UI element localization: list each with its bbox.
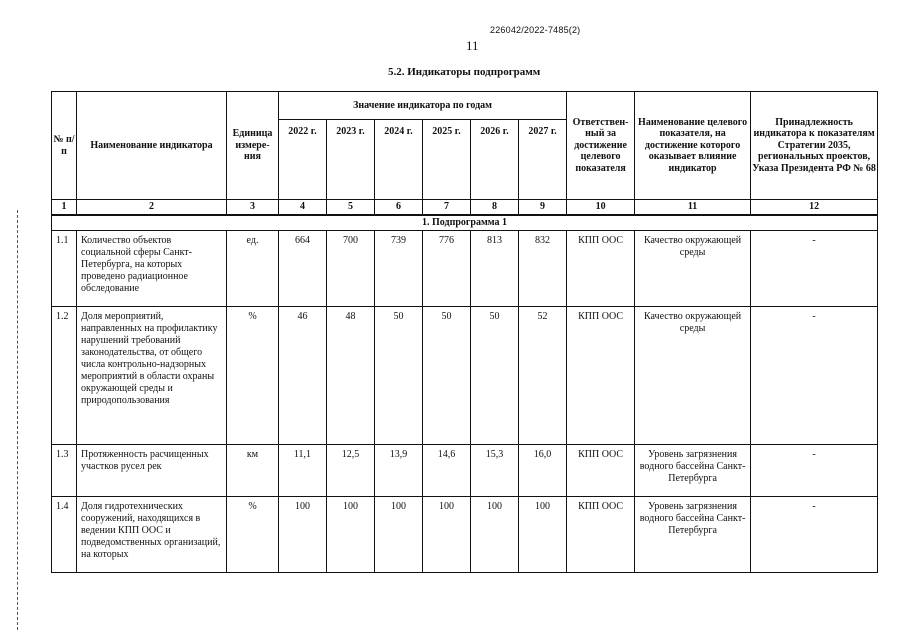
subprogram-title: 1. Подпрограмма 1 — [52, 215, 878, 231]
value-cell: 11,1 — [279, 445, 327, 497]
row-number: 1.2 — [52, 307, 77, 445]
table-row — [52, 497, 878, 573]
column-number: 4 — [279, 200, 327, 216]
column-number: 3 — [227, 200, 279, 216]
belongs-cell: - — [751, 307, 878, 445]
value-cell: 46 — [279, 307, 327, 445]
value-cell: 14,6 — [423, 445, 471, 497]
unit-cell: % — [227, 307, 279, 445]
margin-line — [17, 210, 18, 630]
table-row — [52, 231, 878, 307]
value-cell: 100 — [519, 497, 567, 573]
header-row-1 — [52, 92, 878, 120]
row-number: 1.3 — [52, 445, 77, 497]
responsible-cell: КПП ООС — [567, 445, 635, 497]
row-number: 1.1 — [52, 231, 77, 307]
column-number: 8 — [471, 200, 519, 216]
subprogram-row — [52, 215, 878, 231]
target-cell: Уровень загрязнения водного бассейна Санкт-Петербурга — [635, 497, 751, 573]
section-title: 5.2. Индикаторы подпрограмм — [388, 66, 541, 78]
header-year: 2026 г. — [471, 120, 519, 200]
column-number: 6 — [375, 200, 423, 216]
value-cell: 664 — [279, 231, 327, 307]
column-number: 5 — [327, 200, 375, 216]
indicators-table — [51, 91, 878, 573]
responsible-cell: КПП ООС — [567, 231, 635, 307]
target-cell: Уровень загрязнения водного бассейна Санкт-Петербурга — [635, 445, 751, 497]
row-number: 1.4 — [52, 497, 77, 573]
responsible-cell: КПП ООС — [567, 497, 635, 573]
header-responsible: Ответствен-ный за достижение целевого показателя — [567, 92, 635, 200]
value-cell: 50 — [375, 307, 423, 445]
value-cell: 100 — [423, 497, 471, 573]
value-cell: 16,0 — [519, 445, 567, 497]
belongs-cell: - — [751, 231, 878, 307]
header-name: Наименование индикатора — [77, 92, 227, 200]
unit-cell: ед. — [227, 231, 279, 307]
header-year: 2025 г. — [423, 120, 471, 200]
table-row — [52, 307, 878, 445]
table-row — [52, 445, 878, 497]
header-year: 2022 г. — [279, 120, 327, 200]
header-year: 2027 г. — [519, 120, 567, 200]
value-cell: 48 — [327, 307, 375, 445]
column-number: 7 — [423, 200, 471, 216]
target-cell: Качество окружающей среды — [635, 307, 751, 445]
indicator-name: Доля мероприятий, направленных на профилактику нарушений требований законодательства, от общего числа контрольно-надзорных мероприятий в области охраны окружающей среды и природопользования — [77, 307, 227, 445]
unit-cell: % — [227, 497, 279, 573]
header-year: 2023 г. — [327, 120, 375, 200]
header-target: Наименование целевого показателя, на достижение которого оказывает влияние индикатор — [635, 92, 751, 200]
column-number: 1 — [52, 200, 77, 216]
column-number: 9 — [519, 200, 567, 216]
column-number: 10 — [567, 200, 635, 216]
value-cell: 100 — [471, 497, 519, 573]
indicator-name: Протяженность расчищенных участков русел рек — [77, 445, 227, 497]
value-cell: 776 — [423, 231, 471, 307]
value-cell: 50 — [423, 307, 471, 445]
value-cell: 813 — [471, 231, 519, 307]
page-number: 11 — [466, 38, 479, 53]
header-unit: Единица измере-ния — [227, 92, 279, 200]
value-cell: 12,5 — [327, 445, 375, 497]
document-number: 226042/2022-7485(2) — [490, 25, 581, 35]
header-year: 2024 г. — [375, 120, 423, 200]
value-cell: 832 — [519, 231, 567, 307]
value-cell: 100 — [279, 497, 327, 573]
value-cell: 100 — [375, 497, 423, 573]
header-values-group: Значение индикатора по годам — [279, 92, 567, 120]
value-cell: 100 — [327, 497, 375, 573]
belongs-cell: - — [751, 445, 878, 497]
header-belongs: Принадлежность индикатора к показателям Стратегии 2035, региональных проектов, Указа Президента РФ № 68 — [751, 92, 878, 200]
column-numbers-row — [52, 200, 878, 216]
column-number: 11 — [635, 200, 751, 216]
value-cell: 13,9 — [375, 445, 423, 497]
value-cell: 52 — [519, 307, 567, 445]
column-number: 12 — [751, 200, 878, 216]
header-num: № п/п — [52, 92, 77, 200]
indicator-name: Доля гидротехнических сооружений, находящихся в ведении КПП ООС и подведомственных организаций, на которых — [77, 497, 227, 573]
value-cell: 15,3 — [471, 445, 519, 497]
value-cell: 50 — [471, 307, 519, 445]
unit-cell: км — [227, 445, 279, 497]
belongs-cell: - — [751, 497, 878, 573]
value-cell: 700 — [327, 231, 375, 307]
value-cell: 739 — [375, 231, 423, 307]
column-number: 2 — [77, 200, 227, 216]
target-cell: Качество окружающей среды — [635, 231, 751, 307]
responsible-cell: КПП ООС — [567, 307, 635, 445]
indicator-name: Количество объектов социальной сферы Санкт-Петербурга, на которых проведено радиационное обследование — [77, 231, 227, 307]
